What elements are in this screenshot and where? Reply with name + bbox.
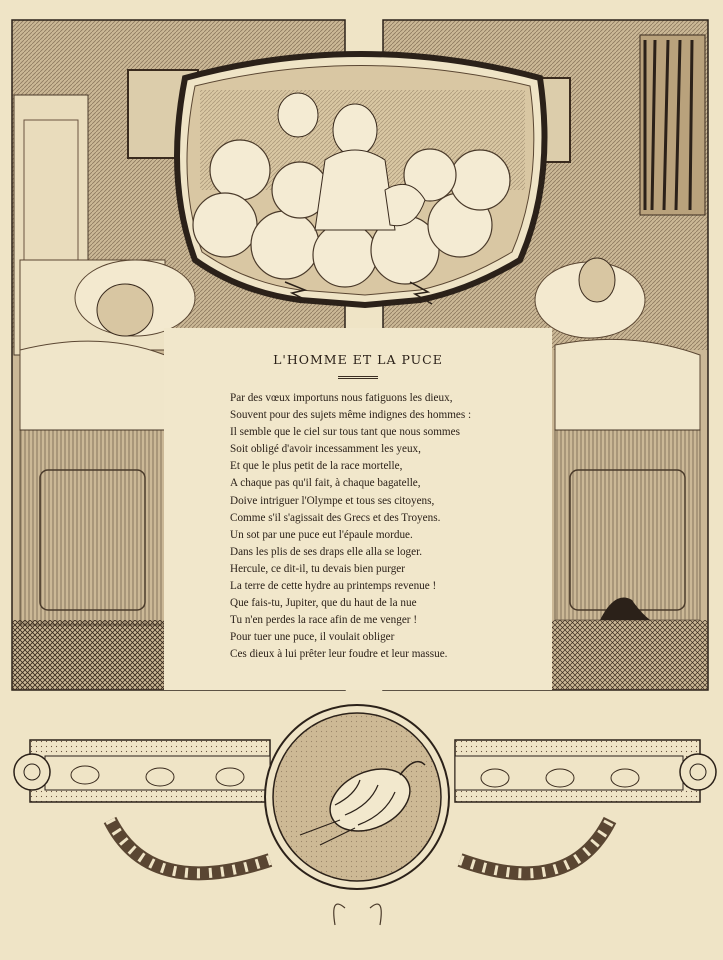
verse-line: Par des vœux importuns nous fatiguons les dieux,: [230, 392, 453, 404]
verse-line: Comme s'il s'agissait des Grecs et des Troyens.: [230, 511, 441, 524]
verse-line: Et que le plus petit de la race mortelle,: [230, 460, 403, 473]
verse-line: Doive intriguer l'Olympe et tous ses citoyens,: [230, 494, 435, 507]
olympus-gods-vignette: [177, 54, 545, 305]
verse-line: Il semble que le ciel sur tous tant que nous sommes: [230, 426, 460, 439]
verse-line: La terre de cette hydre au printemps revenue !: [230, 580, 437, 593]
verse-line: Pour tuer une puce, il voulait obliger: [230, 631, 395, 644]
verse-line: Tu n'en perdes la race afin de me venger !: [230, 614, 418, 627]
verse-line: Que fais-tu, Jupiter, que du haut de la nue: [230, 597, 417, 610]
verse-line: Souvent pour des sujets même indignes des hommes :: [230, 409, 472, 422]
verse-line: Un sot par une puce eut l'épaule mordue.: [230, 528, 413, 541]
title-divider: [338, 376, 378, 379]
verse-line: Hercule, ce dit-il, tu devais bien purger: [230, 562, 406, 575]
verse-line: Ces dieux à lui prêter leur foudre et leur massue.: [230, 648, 448, 661]
flea-banner-ornament: [14, 705, 716, 925]
verse-line: A chaque pas qu'il fait, à chaque bagatelle,: [230, 477, 421, 490]
poem-title: L'HOMME ET LA PUCE: [273, 352, 443, 367]
poem-text-panel: [164, 328, 552, 690]
poem-verses: [230, 390, 550, 664]
verse-line: Soit obligé d'avoir incessamment les yeux,: [230, 443, 421, 456]
verse-line: Dans les plis de ses draps elle alla se loger.: [230, 545, 423, 558]
